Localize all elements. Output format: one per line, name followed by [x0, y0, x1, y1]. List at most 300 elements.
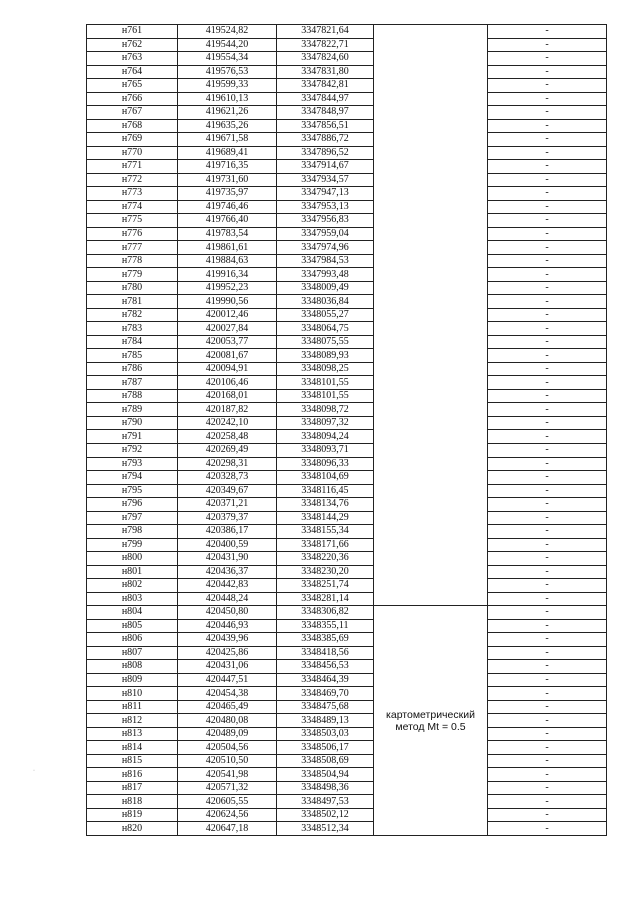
y-coordinate-cell: 3348104,69: [277, 471, 374, 485]
accuracy-dash-cell: -: [488, 335, 607, 349]
point-number-cell: н794: [87, 471, 178, 485]
table-row: [87, 484, 607, 498]
point-number-cell: н817: [87, 781, 178, 795]
x-coordinate-cell: 419952,23: [178, 281, 277, 295]
y-coordinate-cell: 3348497,53: [277, 795, 374, 809]
y-coordinate-cell: 3348469,70: [277, 687, 374, 701]
accuracy-dash-cell: -: [488, 808, 607, 822]
point-number-cell: н771: [87, 160, 178, 174]
accuracy-dash-cell: -: [488, 52, 607, 66]
accuracy-dash-cell: -: [488, 403, 607, 417]
x-coordinate-cell: 420168,01: [178, 389, 277, 403]
accuracy-dash-cell: -: [488, 119, 607, 133]
x-coordinate-cell: 420446,93: [178, 619, 277, 633]
accuracy-dash-cell: -: [488, 754, 607, 768]
point-number-cell: н805: [87, 619, 178, 633]
table-row: [87, 443, 607, 457]
x-coordinate-cell: 420431,06: [178, 660, 277, 674]
point-number-cell: н802: [87, 579, 178, 593]
y-coordinate-cell: 3348251,74: [277, 579, 374, 593]
y-coordinate-cell: 3348171,66: [277, 538, 374, 552]
point-number-cell: н813: [87, 727, 178, 741]
x-coordinate-cell: 420349,67: [178, 484, 277, 498]
y-coordinate-cell: 3348064,75: [277, 322, 374, 336]
y-coordinate-cell: 3348036,84: [277, 295, 374, 309]
point-number-cell: н796: [87, 498, 178, 512]
accuracy-dash-cell: -: [488, 416, 607, 430]
accuracy-dash-cell: -: [488, 38, 607, 52]
accuracy-dash-cell: -: [488, 498, 607, 512]
accuracy-dash-cell: -: [488, 727, 607, 741]
point-number-cell: н770: [87, 146, 178, 160]
x-coordinate-cell: 419861,61: [178, 241, 277, 255]
x-coordinate-cell: 419524,82: [178, 25, 277, 39]
x-coordinate-cell: 420386,17: [178, 525, 277, 539]
table-row: [87, 498, 607, 512]
x-coordinate-cell: 419735,97: [178, 187, 277, 201]
x-coordinate-cell: 420480,08: [178, 714, 277, 728]
table-row: [87, 633, 607, 647]
table-row: [87, 687, 607, 701]
point-number-cell: н812: [87, 714, 178, 728]
y-coordinate-cell: 3348475,68: [277, 700, 374, 714]
point-number-cell: н792: [87, 443, 178, 457]
table-row: [87, 511, 607, 525]
point-number-cell: н781: [87, 295, 178, 309]
y-coordinate-cell: 3348502,12: [277, 808, 374, 822]
y-coordinate-cell: 3348306,82: [277, 606, 374, 620]
accuracy-dash-cell: -: [488, 106, 607, 120]
y-coordinate-cell: 3348489,13: [277, 714, 374, 728]
table-row: [87, 79, 607, 93]
y-coordinate-cell: 3348456,53: [277, 660, 374, 674]
accuracy-dash-cell: -: [488, 322, 607, 336]
x-coordinate-cell: 419621,26: [178, 106, 277, 120]
accuracy-dash-cell: -: [488, 768, 607, 782]
accuracy-dash-cell: -: [488, 349, 607, 363]
point-number-cell: н801: [87, 565, 178, 579]
y-coordinate-cell: 3348075,55: [277, 335, 374, 349]
y-coordinate-cell: 3348220,36: [277, 552, 374, 566]
table-row: [87, 227, 607, 241]
point-number-cell: н807: [87, 646, 178, 660]
y-coordinate-cell: 3347984,53: [277, 254, 374, 268]
table-row: [87, 538, 607, 552]
point-number-cell: н818: [87, 795, 178, 809]
x-coordinate-cell: 420571,32: [178, 781, 277, 795]
y-coordinate-cell: 3348498,36: [277, 781, 374, 795]
x-coordinate-cell: 419671,58: [178, 133, 277, 147]
x-coordinate-cell: 420624,56: [178, 808, 277, 822]
point-number-cell: н779: [87, 268, 178, 282]
x-coordinate-cell: 420106,46: [178, 376, 277, 390]
table-row: [87, 416, 607, 430]
y-coordinate-cell: 3348281,14: [277, 592, 374, 606]
table-row: [87, 727, 607, 741]
y-coordinate-cell: 3347956,83: [277, 214, 374, 228]
x-coordinate-cell: 419766,40: [178, 214, 277, 228]
accuracy-dash-cell: -: [488, 741, 607, 755]
y-coordinate-cell: 3347953,13: [277, 200, 374, 214]
x-coordinate-cell: 419610,13: [178, 92, 277, 106]
scan-speck: ·: [33, 768, 35, 774]
x-coordinate-cell: 419635,26: [178, 119, 277, 133]
y-coordinate-cell: 3348506,17: [277, 741, 374, 755]
y-coordinate-cell: 3347831,80: [277, 65, 374, 79]
x-coordinate-cell: 420269,49: [178, 443, 277, 457]
x-coordinate-cell: 420081,67: [178, 349, 277, 363]
y-coordinate-cell: 3348101,55: [277, 376, 374, 390]
table-row: [87, 295, 607, 309]
x-coordinate-cell: 420425,86: [178, 646, 277, 660]
x-coordinate-cell: 420298,31: [178, 457, 277, 471]
y-coordinate-cell: 3348101,55: [277, 389, 374, 403]
accuracy-dash-cell: -: [488, 565, 607, 579]
y-coordinate-cell: 3347993,48: [277, 268, 374, 282]
table-row: [87, 322, 607, 336]
y-coordinate-cell: 3348504,94: [277, 768, 374, 782]
table-row: [87, 38, 607, 52]
point-number-cell: н804: [87, 606, 178, 620]
table-row: [87, 268, 607, 282]
point-number-cell: н788: [87, 389, 178, 403]
x-coordinate-cell: 419599,33: [178, 79, 277, 93]
x-coordinate-cell: 419783,54: [178, 227, 277, 241]
x-coordinate-cell: 420450,80: [178, 606, 277, 620]
accuracy-dash-cell: -: [488, 619, 607, 633]
point-number-cell: н782: [87, 308, 178, 322]
x-coordinate-cell: 420510,50: [178, 754, 277, 768]
x-coordinate-cell: 419716,35: [178, 160, 277, 174]
table-row: [87, 106, 607, 120]
y-coordinate-cell: 3347824,60: [277, 52, 374, 66]
table-row: [87, 673, 607, 687]
point-number-cell: н816: [87, 768, 178, 782]
accuracy-dash-cell: -: [488, 579, 607, 593]
point-number-cell: н780: [87, 281, 178, 295]
table-row: [87, 92, 607, 106]
point-number-cell: н761: [87, 25, 178, 39]
point-number-cell: н820: [87, 822, 178, 836]
point-number-cell: н776: [87, 227, 178, 241]
y-coordinate-cell: 3348098,25: [277, 362, 374, 376]
point-number-cell: н803: [87, 592, 178, 606]
x-coordinate-cell: 420605,55: [178, 795, 277, 809]
point-number-cell: н764: [87, 65, 178, 79]
y-coordinate-cell: 3347821,64: [277, 25, 374, 39]
table-row: [87, 362, 607, 376]
y-coordinate-cell: 3347934,57: [277, 173, 374, 187]
table-row: [87, 241, 607, 255]
y-coordinate-cell: 3347886,72: [277, 133, 374, 147]
point-number-cell: н799: [87, 538, 178, 552]
accuracy-dash-cell: -: [488, 660, 607, 674]
table-row: [87, 795, 607, 809]
point-number-cell: н798: [87, 525, 178, 539]
point-number-cell: н783: [87, 322, 178, 336]
point-number-cell: н774: [87, 200, 178, 214]
table-row: [87, 619, 607, 633]
point-number-cell: н811: [87, 700, 178, 714]
x-coordinate-cell: 419731,60: [178, 173, 277, 187]
accuracy-dash-cell: -: [488, 214, 607, 228]
accuracy-dash-cell: -: [488, 25, 607, 39]
x-coordinate-cell: 420027,84: [178, 322, 277, 336]
coordinates-sheet: [86, 24, 606, 836]
table-row: [87, 525, 607, 539]
point-number-cell: н767: [87, 106, 178, 120]
x-coordinate-cell: 420242,10: [178, 416, 277, 430]
y-coordinate-cell: 3348155,34: [277, 525, 374, 539]
point-number-cell: н766: [87, 92, 178, 106]
x-coordinate-cell: 420379,37: [178, 511, 277, 525]
x-coordinate-cell: 420371,21: [178, 498, 277, 512]
x-coordinate-cell: 420465,49: [178, 700, 277, 714]
accuracy-dash-cell: -: [488, 160, 607, 174]
accuracy-dash-cell: -: [488, 525, 607, 539]
x-coordinate-cell: 420094,91: [178, 362, 277, 376]
table-row: [87, 660, 607, 674]
table-row: [87, 606, 607, 620]
y-coordinate-cell: 3348116,45: [277, 484, 374, 498]
x-coordinate-cell: 419544,20: [178, 38, 277, 52]
point-number-cell: н765: [87, 79, 178, 93]
point-number-cell: н768: [87, 119, 178, 133]
point-number-cell: н786: [87, 362, 178, 376]
accuracy-dash-cell: -: [488, 795, 607, 809]
y-coordinate-cell: 3348355,11: [277, 619, 374, 633]
y-coordinate-cell: 3347856,51: [277, 119, 374, 133]
table-row: [87, 457, 607, 471]
y-coordinate-cell: 3347974,96: [277, 241, 374, 255]
point-number-cell: н773: [87, 187, 178, 201]
accuracy-dash-cell: -: [488, 376, 607, 390]
accuracy-dash-cell: -: [488, 687, 607, 701]
accuracy-dash-cell: -: [488, 471, 607, 485]
accuracy-dash-cell: -: [488, 268, 607, 282]
table-row: [87, 471, 607, 485]
x-coordinate-cell: 420489,09: [178, 727, 277, 741]
accuracy-dash-cell: -: [488, 187, 607, 201]
accuracy-dash-cell: -: [488, 781, 607, 795]
x-coordinate-cell: 419576,53: [178, 65, 277, 79]
x-coordinate-cell: 420442,83: [178, 579, 277, 593]
point-number-cell: н810: [87, 687, 178, 701]
y-coordinate-cell: 3348144,29: [277, 511, 374, 525]
table-row: [87, 714, 607, 728]
table-row: [87, 200, 607, 214]
x-coordinate-cell: 420454,38: [178, 687, 277, 701]
point-number-cell: н814: [87, 741, 178, 755]
table-row: [87, 646, 607, 660]
table-row: [87, 160, 607, 174]
point-number-cell: н795: [87, 484, 178, 498]
accuracy-dash-cell: -: [488, 362, 607, 376]
y-coordinate-cell: 3348097,32: [277, 416, 374, 430]
accuracy-dash-cell: -: [488, 484, 607, 498]
table-row: [87, 214, 607, 228]
x-coordinate-cell: 419746,46: [178, 200, 277, 214]
table-row: [87, 808, 607, 822]
point-number-cell: н775: [87, 214, 178, 228]
table-row: [87, 430, 607, 444]
table-row: [87, 308, 607, 322]
table-row: [87, 389, 607, 403]
x-coordinate-cell: 420447,51: [178, 673, 277, 687]
table-row: [87, 52, 607, 66]
x-coordinate-cell: 419554,34: [178, 52, 277, 66]
accuracy-dash-cell: -: [488, 633, 607, 647]
table-row: [87, 146, 607, 160]
accuracy-dash-cell: -: [488, 511, 607, 525]
method-cell-empty: [374, 25, 488, 606]
accuracy-dash-cell: -: [488, 200, 607, 214]
y-coordinate-cell: 3348508,69: [277, 754, 374, 768]
x-coordinate-cell: 420448,24: [178, 592, 277, 606]
table-row: [87, 403, 607, 417]
x-coordinate-cell: 420541,98: [178, 768, 277, 782]
accuracy-dash-cell: -: [488, 254, 607, 268]
y-coordinate-cell: 3348464,39: [277, 673, 374, 687]
point-number-cell: н793: [87, 457, 178, 471]
table-row: [87, 187, 607, 201]
table-row: [87, 741, 607, 755]
y-coordinate-cell: 3348096,33: [277, 457, 374, 471]
point-number-cell: н772: [87, 173, 178, 187]
table-row: [87, 119, 607, 133]
table-row: [87, 552, 607, 566]
accuracy-dash-cell: -: [488, 92, 607, 106]
x-coordinate-cell: 420258,48: [178, 430, 277, 444]
y-coordinate-cell: 3347959,04: [277, 227, 374, 241]
accuracy-dash-cell: -: [488, 646, 607, 660]
point-number-cell: н791: [87, 430, 178, 444]
accuracy-dash-cell: -: [488, 457, 607, 471]
method-note-cell: картометрический метод Mt = 0.5: [374, 606, 488, 836]
accuracy-dash-cell: -: [488, 241, 607, 255]
accuracy-dash-cell: -: [488, 606, 607, 620]
x-coordinate-cell: 420053,77: [178, 335, 277, 349]
accuracy-dash-cell: -: [488, 308, 607, 322]
y-coordinate-cell: 3348230,20: [277, 565, 374, 579]
x-coordinate-cell: 420439,96: [178, 633, 277, 647]
table-row: [87, 25, 607, 39]
accuracy-dash-cell: -: [488, 430, 607, 444]
point-number-cell: н797: [87, 511, 178, 525]
y-coordinate-cell: 3347896,52: [277, 146, 374, 160]
x-coordinate-cell: 420436,37: [178, 565, 277, 579]
point-number-cell: н790: [87, 416, 178, 430]
x-coordinate-cell: 420187,82: [178, 403, 277, 417]
accuracy-dash-cell: -: [488, 552, 607, 566]
point-number-cell: н787: [87, 376, 178, 390]
accuracy-dash-cell: -: [488, 146, 607, 160]
y-coordinate-cell: 3348503,03: [277, 727, 374, 741]
accuracy-dash-cell: -: [488, 389, 607, 403]
x-coordinate-cell: 419884,63: [178, 254, 277, 268]
coordinates-table-body: [87, 25, 607, 836]
table-row: [87, 254, 607, 268]
accuracy-dash-cell: -: [488, 822, 607, 836]
y-coordinate-cell: 3348512,34: [277, 822, 374, 836]
x-coordinate-cell: 420647,18: [178, 822, 277, 836]
table-row: [87, 565, 607, 579]
table-row: [87, 592, 607, 606]
y-coordinate-cell: 3348134,76: [277, 498, 374, 512]
accuracy-dash-cell: -: [488, 79, 607, 93]
y-coordinate-cell: 3348089,93: [277, 349, 374, 363]
y-coordinate-cell: 3348009,49: [277, 281, 374, 295]
y-coordinate-cell: 3347822,71: [277, 38, 374, 52]
y-coordinate-cell: 3347848,97: [277, 106, 374, 120]
y-coordinate-cell: 3348098,72: [277, 403, 374, 417]
point-number-cell: н785: [87, 349, 178, 363]
accuracy-dash-cell: -: [488, 65, 607, 79]
y-coordinate-cell: 3348094,24: [277, 430, 374, 444]
table-row: [87, 579, 607, 593]
y-coordinate-cell: 3348055,27: [277, 308, 374, 322]
y-coordinate-cell: 3347914,67: [277, 160, 374, 174]
point-number-cell: н819: [87, 808, 178, 822]
point-number-cell: н806: [87, 633, 178, 647]
accuracy-dash-cell: -: [488, 133, 607, 147]
x-coordinate-cell: 419916,34: [178, 268, 277, 282]
y-coordinate-cell: 3348385,69: [277, 633, 374, 647]
point-number-cell: н778: [87, 254, 178, 268]
x-coordinate-cell: 420400,59: [178, 538, 277, 552]
accuracy-dash-cell: -: [488, 592, 607, 606]
point-number-cell: н815: [87, 754, 178, 768]
point-number-cell: н784: [87, 335, 178, 349]
table-row: [87, 768, 607, 782]
y-coordinate-cell: 3348418,56: [277, 646, 374, 660]
accuracy-dash-cell: -: [488, 673, 607, 687]
y-coordinate-cell: 3347842,81: [277, 79, 374, 93]
point-number-cell: н789: [87, 403, 178, 417]
table-row: [87, 700, 607, 714]
accuracy-dash-cell: -: [488, 295, 607, 309]
point-number-cell: н800: [87, 552, 178, 566]
table-row: [87, 65, 607, 79]
table-row: [87, 376, 607, 390]
point-number-cell: н769: [87, 133, 178, 147]
coordinates-table: [86, 24, 607, 836]
point-number-cell: н762: [87, 38, 178, 52]
x-coordinate-cell: 419990,56: [178, 295, 277, 309]
table-row: [87, 335, 607, 349]
x-coordinate-cell: 420328,73: [178, 471, 277, 485]
accuracy-dash-cell: -: [488, 700, 607, 714]
y-coordinate-cell: 3347947,13: [277, 187, 374, 201]
x-coordinate-cell: 419689,41: [178, 146, 277, 160]
y-coordinate-cell: 3348093,71: [277, 443, 374, 457]
accuracy-dash-cell: -: [488, 281, 607, 295]
table-row: [87, 133, 607, 147]
accuracy-dash-cell: -: [488, 538, 607, 552]
accuracy-dash-cell: -: [488, 443, 607, 457]
table-row: [87, 822, 607, 836]
point-number-cell: н809: [87, 673, 178, 687]
point-number-cell: н777: [87, 241, 178, 255]
table-row: [87, 349, 607, 363]
point-number-cell: н808: [87, 660, 178, 674]
y-coordinate-cell: 3347844,97: [277, 92, 374, 106]
table-row: [87, 173, 607, 187]
table-row: [87, 754, 607, 768]
x-coordinate-cell: 420012,46: [178, 308, 277, 322]
table-row: [87, 781, 607, 795]
accuracy-dash-cell: -: [488, 227, 607, 241]
